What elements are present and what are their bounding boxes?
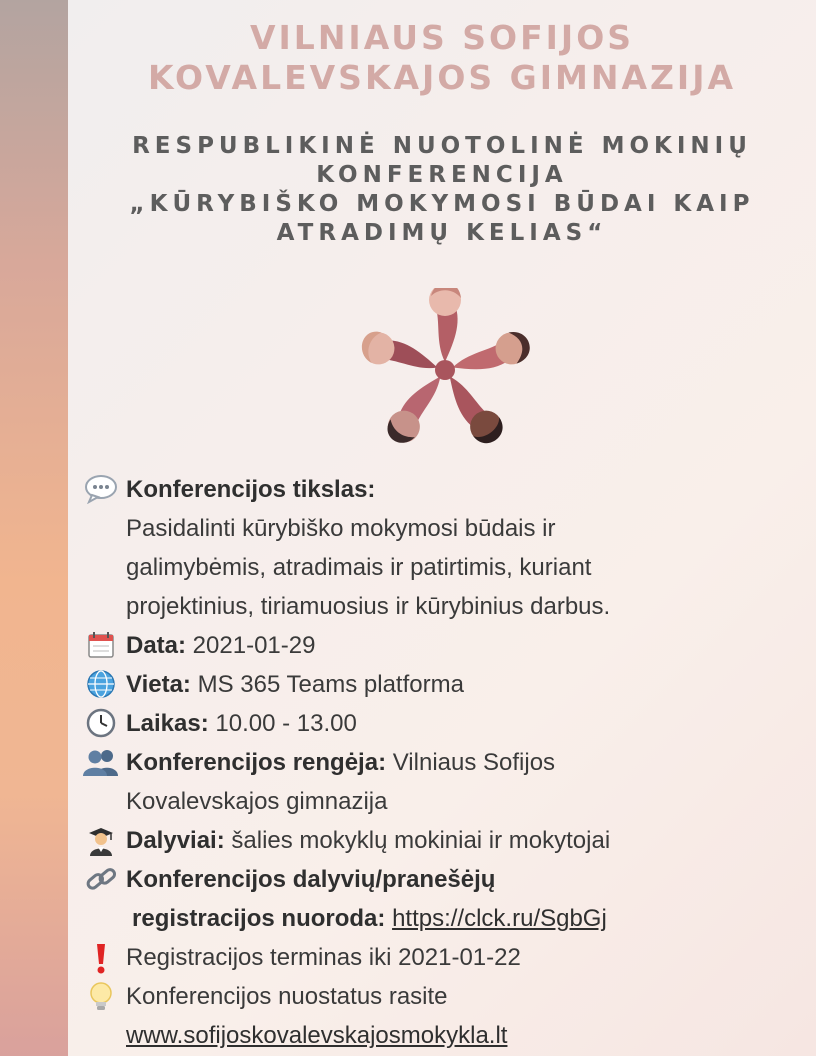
speech-bubble-icon xyxy=(82,474,120,506)
deadline-row xyxy=(80,938,810,977)
people-icon xyxy=(82,747,120,779)
decorative-side-strip xyxy=(0,0,68,1056)
link-icon xyxy=(82,864,120,896)
school-title-line2: KOVALEVSKAJOS GIMNAZIJA xyxy=(147,58,737,97)
place-label: Vieta: xyxy=(126,671,191,698)
time-label: Laikas: xyxy=(126,710,209,737)
participants-value: šalies mokyklų mokiniai ir mokytojai xyxy=(224,827,611,854)
school-title-line1: VILNIAUS SOFIJOS xyxy=(249,18,635,57)
participants-label: Dalyviai: xyxy=(126,827,225,854)
date-row xyxy=(80,626,810,665)
conference-title-line4: ATRADIMŲ KELIAS“ xyxy=(276,220,608,246)
goal-label: Konferencijos tikslas: xyxy=(126,476,376,503)
time-row xyxy=(80,704,810,743)
conference-title-line3: „KŪRYBIŠKO MOKYMOSI BŪDAI KAIP xyxy=(129,191,755,217)
clock-icon xyxy=(82,708,120,740)
rules-text: Konferencijos nuostatus rasite xyxy=(126,983,448,1010)
goal-row xyxy=(80,470,810,626)
organizer-value-line1: Vilniaus Sofijos xyxy=(386,749,556,776)
place-row xyxy=(80,665,810,704)
conference-title-line2: KONFERENCIJA xyxy=(316,162,568,188)
student-icon xyxy=(82,825,120,857)
exclamation-icon xyxy=(82,942,120,974)
school-title xyxy=(68,18,816,98)
rules-row xyxy=(80,977,810,1055)
place-value: MS 365 Teams platforma xyxy=(190,671,464,698)
calendar-icon xyxy=(82,630,120,662)
info-list xyxy=(80,470,810,1055)
participants-row xyxy=(80,821,810,860)
conference-title-line1: RESPUBLIKINĖ NUOTOLINĖ MOKINIŲ xyxy=(132,133,752,159)
people-circle-emblem xyxy=(356,288,534,448)
goal-text-line1: Pasidalinti kūrybiško mokymosi būdais ir xyxy=(126,515,556,542)
globe-icon xyxy=(82,669,120,701)
organizer-label: Konferencijos rengėja: xyxy=(126,749,387,776)
figure-1 xyxy=(429,288,461,362)
goal-text-line2: galimybėmis, atradimais ir patirtimis, kuriant xyxy=(126,554,592,581)
deadline-text: Registracijos terminas iki 2021-01-22 xyxy=(126,944,521,971)
registration-label-line1: Konferencijos dalyvių/pranešėjų xyxy=(126,866,496,893)
goal-text-line3: projektinius, tiriamuosius ir kūrybinius darbus. xyxy=(126,593,611,620)
registration-row xyxy=(80,860,810,938)
organizer-value-line2: Kovalevskajos gimnazija xyxy=(126,788,388,815)
date-value: 2021-01-29 xyxy=(186,632,316,659)
organizer-row xyxy=(80,743,810,821)
registration-link[interactable]: https://clck.ru/SgbGj xyxy=(392,905,607,932)
conference-title xyxy=(68,132,816,248)
lightbulb-icon xyxy=(82,981,120,1013)
time-value: 10.00 - 13.00 xyxy=(208,710,357,737)
registration-label-line2: registracijos nuoroda: xyxy=(132,905,386,932)
date-label: Data: xyxy=(126,632,187,659)
rules-link[interactable]: www.sofijoskovalevskajosmokykla.lt xyxy=(126,1022,508,1049)
